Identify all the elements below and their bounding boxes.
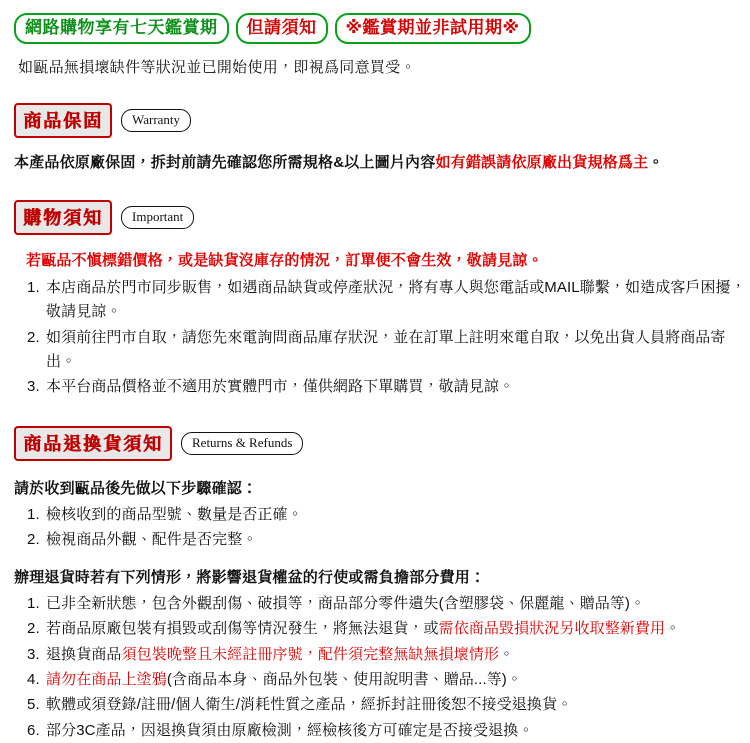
list-item: 2. 如須前往門市自取，請您先來電詢問商品庫存狀況，並在訂單上註明來電自取，以免出貨人員將商品寄出。 [44, 326, 750, 375]
banner-pill-notice: 但請須知 [236, 13, 328, 44]
returns-tag-en: Returns & Refunds [181, 432, 303, 455]
warranty-heading [14, 103, 750, 138]
important-note: 若甌品不愼標錯價格，或是缺貨沒庫存的情況，訂單便不會生效，敬請見諒。 [26, 252, 543, 270]
returns-sub-lead: 辦理退貨時若有下列情形，將影響退貨權盆的行使或需負擔部分費用： [14, 569, 486, 587]
condition-red: 需依商品毀損狀況另收取整新費用 [438, 620, 666, 638]
returns-lead: 請於收到甌品後先做以下步驟確認： [14, 479, 258, 497]
warranty-tag: 商品保固 [14, 103, 112, 138]
list-item: 3. 本平台商品價格並不適用於實體門市，僅供網路下單購買，敬請見諒。 [44, 375, 750, 399]
returns-tag: 商品退換貨須知 [14, 426, 172, 461]
warranty-tag-en: Warranty [121, 109, 191, 132]
condition-pre: 部分3C產品，因退換貨須由原廠檢測，經檢核後方可確定是否接受退換。 [46, 721, 534, 739]
list-item [44, 693, 750, 717]
list-item [44, 719, 750, 743]
warranty-text-part2: 如有錯誤請依原廠出貨規格爲主 [435, 153, 649, 171]
banner-pill-guarantee-period: 網路購物享有七天鑑賞期 [14, 13, 229, 44]
returns-conditions-list [0, 592, 750, 743]
important-tag: 購物須知 [14, 200, 112, 235]
condition-red: 須包裝晚整且未經註冊序號，配件須完整無缺無損壞情形 [121, 645, 500, 663]
important-list [0, 276, 750, 399]
banner-subnote: 如甌品無損壞缺件等狀況並已開始使用，即視爲同意買受。 [18, 58, 416, 76]
list-item [44, 617, 750, 641]
condition-post: 。 [665, 620, 681, 638]
warranty-text [14, 152, 750, 175]
top-banner [0, 0, 750, 44]
condition-pre: 軟體或須登錄/註冊/個人衛生/消耗性質之產品，經拆封註冊後恕不接受退換貨。 [46, 696, 573, 714]
condition-pre: 退換貨商品 [46, 645, 122, 663]
important-heading [14, 200, 750, 235]
list-item: 1. 本店商品於門市同步販售，如遇商品缺貨或停產狀況，將有專人與您電話或MAIL聯繫，如造成客戶困擾，敬請見諒。 [44, 276, 750, 325]
returns-steps-list [0, 503, 750, 553]
list-item: 1. 檢核收到的商品型號、數量是否正確。 [44, 503, 750, 527]
condition-red: 請勿在商品上塗鴉 [46, 671, 167, 689]
important-tag-en: Important [121, 206, 194, 229]
condition-pre: 若商品原廠包裝有損毀或刮傷等情況發生，將無法退貨，或 [46, 620, 439, 638]
warranty-text-part3: 。 [648, 153, 664, 171]
condition-post: 。 [499, 645, 515, 663]
warranty-text-part1: 本產品依原廠保固，拆封前請先確認您所需規格&以上圖片內容 [14, 153, 436, 171]
list-item [44, 643, 750, 667]
returns-heading [14, 426, 750, 461]
list-item [44, 592, 750, 616]
condition-post: (含商品本身、商品外包裝、使用說明書、贈品...等)。 [166, 671, 523, 689]
list-item [44, 668, 750, 692]
list-item: 2. 檢視商品外觀、配件是否完整。 [44, 528, 750, 552]
condition-pre: 已非全新狀態，包含外觀刮傷、破損等，商品部分零件遺失(含塑膠袋、保麗龍、贈品等)。 [46, 595, 646, 613]
banner-pill-not-trial: ※鑑賞期並非試用期※ [335, 13, 531, 44]
